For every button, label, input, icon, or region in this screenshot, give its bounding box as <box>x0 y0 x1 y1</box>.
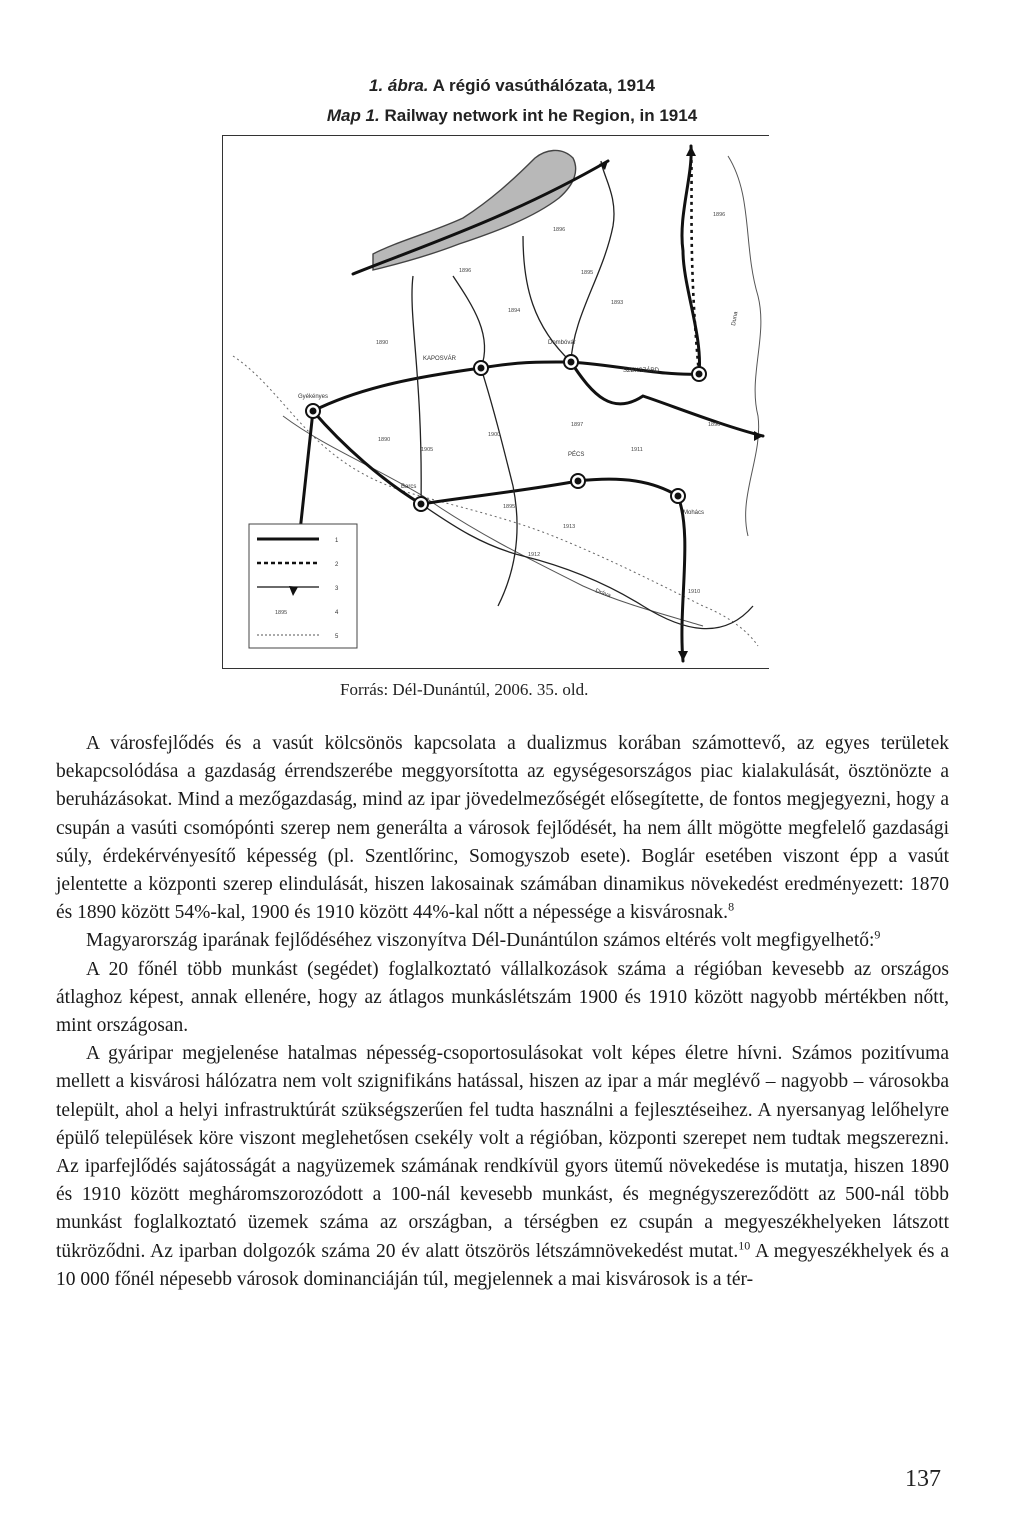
railway-local-1 <box>412 276 421 504</box>
year-label: 1905 <box>421 447 434 453</box>
paragraph <box>56 730 949 927</box>
legend-number: 1 <box>335 538 339 544</box>
figure-caption-hu-lead: 1. ábra. <box>369 76 429 95</box>
legend-number: 3 <box>335 586 339 592</box>
paragraph-text: Magyarország iparának fejlődéséhez viszonyítva Dél-Dunántúlon számos eltérés volt megfigyelhető: <box>86 930 875 952</box>
year-label: 1895 <box>581 270 594 276</box>
railway-local-2 <box>481 368 517 606</box>
legend-sample-year: 1895 <box>275 610 288 616</box>
year-label: 1890 <box>376 340 389 346</box>
figure-caption-hungarian <box>0 76 1024 96</box>
railway-main-east <box>571 146 700 374</box>
river-duna <box>728 156 761 536</box>
paragraph-text: A gyáripar megjelenése hatalmas népesség-csoportosulásokat volt képes életre hívni. Számos pozitívuma mellett a kisvárosi hálózatra nem volt szignifikáns hatással, hiszen az ipar a már meglévő – nagyobb – városokba települt, ahol a helyi infrastruktúrát szükségszerűen fel tudta használni a fejlesztéseihez. A nyersanyag lelőhelyre épülő települések köre viszont meglehetősen csekély volt a régióban, központi szerepet nem tudtak megszerezni. Az iparfejlődés sajátosságát a nagyüzemek számának rendkívül gyors ütemű növekedése is mutatja, hiszen 1890 és 1910 között megháromszorozódott a 100-nál kevesebb munkást, és megnégyszereződött az 500-nál több munkást foglalkoztató üzemek száma az országban, a térségben ez csupán a megyeszékhelyeken látszott tükröződni. Az iparban dolgozók száma 20 év alatt ötszörös létszámnövekedést mutat. <box>56 1043 949 1262</box>
footnote-ref: 8 <box>728 899 735 914</box>
railway-local-4 <box>421 504 753 629</box>
year-label: 1896 <box>713 212 726 218</box>
year-label: 1896 <box>459 268 472 274</box>
railway-local-5 <box>453 276 485 368</box>
year-label: 1911 <box>631 447 643 453</box>
river-label-duna: Duna <box>731 311 740 327</box>
arrow-icon <box>686 146 696 156</box>
footnote-ref: 9 <box>874 927 881 942</box>
town-label-szekszard: SZEKSZÁRD <box>623 368 660 374</box>
town-label-dombovar: Dombóvár <box>548 340 576 346</box>
town-label-gyekenyes: Gyékényes <box>298 394 329 400</box>
footnote-ref: 10 <box>738 1238 751 1253</box>
year-label: 1895 <box>503 504 516 510</box>
year-label: 1894 <box>508 308 521 314</box>
paragraph <box>56 927 949 955</box>
legend-number: 2 <box>335 562 339 568</box>
year-label: 1890 <box>378 437 391 443</box>
paragraph-text: A városfejlődés és a vasút kölcsönös kapcsolata a dualizmus korában számottevő, az egyes területek bekapcsolódása a gazdaság érrendszerébe meggyorsította az egységesországos piac kialakulását, ösztönözte a beruházásokat. Mind a mezőgazdaság, mind az ipar jövedelmezőségét elősegítette, de fontos megjegyezni, hogy a csupán a vasúti csomópónti szerep nem generálta a városok fejlődését, ha nem állt mögötte megfelelő gazdasági súly, érdekérvényesítő képesség (pl. Szentlőrinc, Somogyszob esete). Boglár esetében viszont épp a vasút jelentette a központi szerep elindulását, hiszen lakosainak számában dinamikus növekedést eredményezett: 1870 és 1890 között 54%-kal, 1900 és 1910 között 44%-kal nőtt a népessége a kisvárosnak. <box>56 733 949 924</box>
town-label-kaposvar: KAPOSVÁR <box>423 356 457 362</box>
year-label: 1896 <box>708 422 721 428</box>
year-label: 1900 <box>488 432 501 438</box>
railway-pecs-mohacs <box>578 479 685 661</box>
town-label-mohacs: Mohács <box>683 510 705 516</box>
town-markers <box>306 355 706 511</box>
year-label: 1910 <box>688 589 701 595</box>
paragraph: A 20 főnél több munkást (segédet) foglalkoztató vállalkozások száma a régióban kevesebb az országos átlaghoz képest, annak ellenére, hogy az átlagos munkáslétszám 1900 és 1910 között nagyobb mértékben nőtt, mint országosan. <box>56 958 949 1037</box>
body-text <box>56 730 949 1294</box>
river-label-drava: Dráva <box>594 588 612 600</box>
year-label: 1893 <box>611 300 624 306</box>
year-label: 1897 <box>571 422 584 428</box>
legend-number: 4 <box>335 610 339 616</box>
figure-caption-en-lead: Map 1. <box>326 106 380 125</box>
paragraph-text: A megyeszékhelyek és a 10 000 főnél népesebb városok dominanciáján túl, megjelennek a mai kisvárosok is a tér- <box>56 1240 949 1290</box>
town-label-barcs: Barcs <box>401 484 417 490</box>
year-label: 1896 <box>553 227 566 233</box>
arrow-icon <box>678 651 688 661</box>
railway-local-3 <box>571 161 614 362</box>
town-label-pecs: PÉCS <box>568 452 585 458</box>
railway-map <box>222 135 769 669</box>
year-label: 1912 <box>528 552 541 558</box>
figure-caption-en-text: Railway network int he Region, in 1914 <box>384 106 698 125</box>
figure-caption-hu-text: A régió vasúthálózata, 1914 <box>432 76 655 95</box>
page-number: 137 <box>905 1466 941 1492</box>
figure-source: Forrás: Dél-Dunántúl, 2006. 35. old. <box>340 680 589 699</box>
figure-caption-english <box>0 106 1024 126</box>
year-label: 1913 <box>563 524 576 530</box>
paragraph <box>56 1040 949 1294</box>
map-legend <box>249 524 357 648</box>
legend-number: 5 <box>335 634 339 640</box>
lake-balaton <box>373 150 576 270</box>
